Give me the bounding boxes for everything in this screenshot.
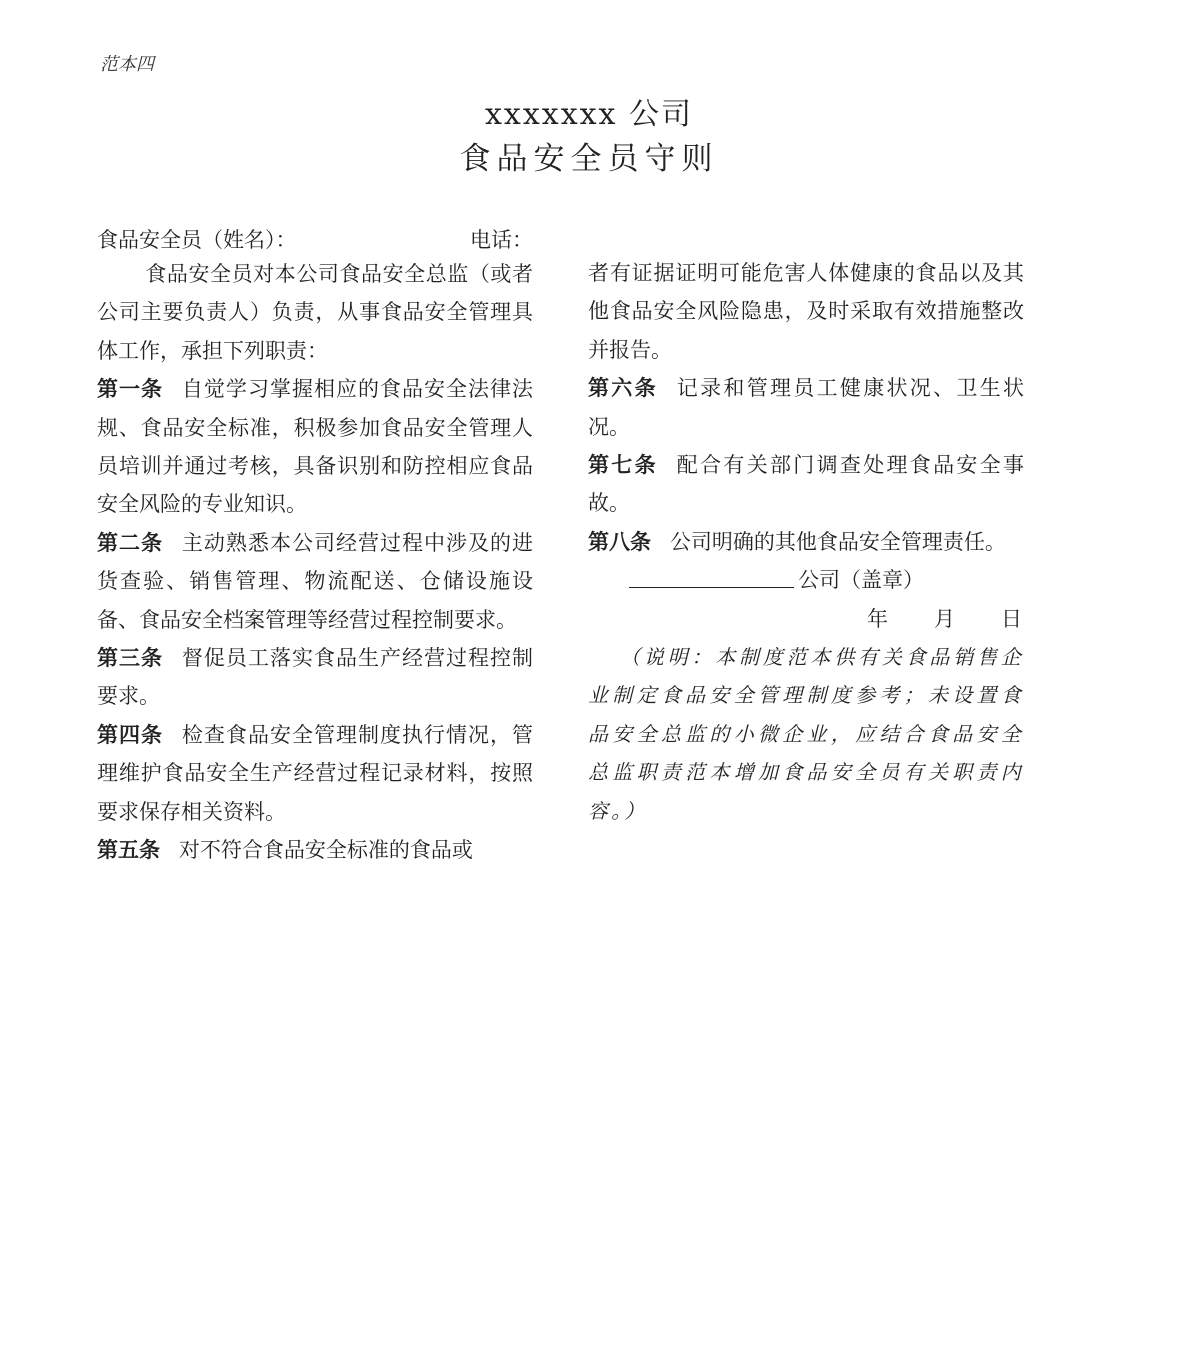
article-3 [97,639,533,716]
explanatory-note: （说明：本制度范本供有关食品销售企业制定食品安全管理制度参考；未设置食品安全总监的小微企业，应结合食品安全总监职责范本增加食品安全员有关职责内容。） [588,645,1024,823]
article-2 [97,524,533,639]
article-text: 记录和管理员工健康状况、卫生状况。 [588,376,1025,439]
article-5-start [97,831,533,869]
article-7 [588,446,1024,523]
right-column [588,254,1024,830]
article-label: 第二条 [97,530,164,555]
article-text: 督促员工落实食品生产经营过程控制要求。 [97,646,534,709]
month-label: 月 [934,606,955,631]
article-label: 第六条 [588,376,658,401]
company-seal-label: 公司（盖章） [798,568,924,593]
left-column [97,225,533,870]
document-main-title: 食品安全员守则 [459,141,719,177]
article-label: 第五条 [97,838,160,863]
article-text: 检查食品安全管理制度执行情况，管理维护食品安全生产经营过程记录材料，按照要求保存相关资料。 [97,722,534,824]
article-8 [588,523,1024,561]
article-text: 主动熟悉本公司经营过程中涉及的进货查验、销售管理、物流配送、仓储设施设备、食品安全档案管理等经营过程控制要求。 [97,530,534,632]
contact-row [97,225,533,255]
template-number-label: 范本四 [100,54,154,75]
article-5-continued: 者有证据证明可能危害人体健康的食品以及其他食品安全风险隐患，及时采取有效措施整改并报告。 [588,261,1024,362]
document-title [0,95,1178,181]
article-1 [97,370,533,524]
date-line [588,600,1024,638]
article-text: 对不符合食品安全标准的食品或 [178,838,473,863]
article-label: 第三条 [97,646,164,671]
article-label: 第七条 [588,453,658,478]
company-name-blank [629,561,794,588]
article-label: 第一条 [97,377,164,402]
year-label: 年 [867,606,888,631]
article-text: 自觉学习掌握相应的食品安全法律法规、食品安全标准，积极参加食品安全管理人员培训并通过考核，具备识别和防控相应食品安全风险的专业知识。 [97,377,534,517]
article-label: 第八条 [588,529,651,554]
article-text: 公司明确的其他食品安全管理责任。 [669,529,1006,554]
article-4 [97,716,533,831]
company-name-title: xxxxxxx 公司 [485,97,693,132]
phone-field-label: 电话： [470,228,533,252]
article-6 [588,369,1024,446]
article-text: 配合有关部门调查处理食品安全事故。 [588,453,1025,516]
day-label: 日 [1001,606,1022,631]
company-seal-line [588,561,1024,599]
article-label: 第四条 [97,722,164,747]
name-field-label: 食品安全员（姓名）： [97,228,297,252]
intro-paragraph: 食品安全员对本公司食品安全总监（或者公司主要负责人）负责，从事食品安全管理具体工作，承担下列职责： [97,262,533,363]
